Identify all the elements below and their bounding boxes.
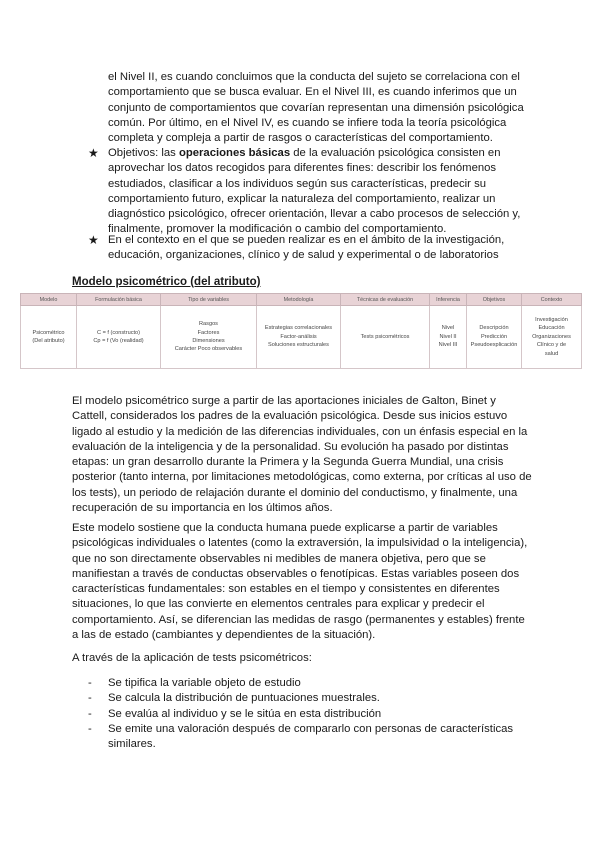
header-cell: Inferencia (430, 294, 467, 306)
dash-bullet-icon: - (88, 722, 92, 735)
header-cell: Objetivos (467, 294, 522, 306)
cell-line: Factores (197, 329, 220, 336)
star-bullet-icon: ★ (88, 146, 99, 160)
list-item-text: Se evalúa al individuo y se le sitúa en esta distribución (108, 707, 382, 720)
paragraph-model-description: Este modelo sostiene que la conducta humana puede explicarse a partir de variables psicológicas individuales o latentes (como la extraversión, la impulsividad o la inteligencia), que no son directamente observables ni medibles de manera objetiva, pero que se manifiestan a través de conductas observables o fenotípicas. Estas variables poseen dos características fundamentales: son estables en el tiempo y consistentes en diferentes situaciones, lo que las convierte en elementos centrales para explicar y predecir el comportamiento. Así, se diferencian las medidas de rasgo (permanentes y estables) frente a las de estado (cambiantes y dependientes de la situación). (72, 522, 528, 642)
section-title: Modelo psicométrico (del atributo) (72, 276, 261, 288)
bullet-suffix: de la evaluación psicológica consisten en aprovechar los datos recogidos para diferentes fines: describir los fenómenos estudiados, clasificar a los individuos según sus características, predecir su comportamiento futuro, explicar la naturaleza del comportamiento, realizar un diagnóstico psicológico, ofrecer orientación, llevar a cabo procesos de selección y, finalmente, promover la modificación o cambio del comportamiento. (108, 147, 521, 236)
cell-line: Cp = f (Vo (realidad) (93, 338, 144, 344)
cell-line: Organizaciones (532, 333, 571, 340)
model-table (20, 293, 582, 369)
list-item (88, 707, 528, 722)
cell-line: Pseudoexplicación (470, 342, 518, 349)
table-cell (522, 306, 582, 369)
list-item (88, 691, 528, 706)
cell-line: Predicción (480, 333, 508, 340)
list-item (88, 722, 528, 753)
header-cell: Formulación básica (77, 294, 161, 306)
cell-line: Soluciones estructurales (268, 342, 329, 349)
table-row (21, 306, 582, 369)
cell-line: Nivel III (438, 342, 458, 349)
bullet-prefix: En el contexto en el que se pueden realizar es en el ámbito de la investigación, educación, organizaciones, clínico y de salud y experimental o de laboratorios (108, 234, 505, 262)
header-cell: Contexto (522, 294, 582, 306)
header-cell: Técnicas de evaluación (341, 294, 430, 306)
cell-line: Carácter Poco observables (174, 346, 243, 353)
table-cell (161, 306, 257, 369)
table-cell (341, 306, 430, 369)
table-cell (77, 306, 161, 369)
cell-line: Clínico y de (536, 342, 567, 349)
bullet-prefix: Objetivos: las (108, 147, 179, 159)
star-bullet-icon: ★ (88, 233, 99, 247)
cell-line: Dimensiones (192, 338, 225, 344)
header-cell: Modelo (21, 294, 77, 306)
cell-line: Investigación (535, 316, 568, 323)
table-cell (257, 306, 341, 369)
table-cell (430, 306, 467, 369)
list-item (88, 676, 528, 691)
cell-line: Rasgos (199, 321, 218, 328)
header-cell: Tipo de variables (161, 294, 257, 306)
cell-line: (Del atributo) (32, 338, 65, 344)
paragraph-origins: El modelo psicométrico surge a partir de las aportaciones iniciales de Galton, Binet y Cattell, considerados los padres de la evaluación psicológica. Desde sus inicios estuvo ligado al estudio y la medición de las diferencias individuales, con un énfasis especial en la evaluación de la inteligencia y de la personalidad. Su evolución ha pasado por distintas etapas: un gran desarrollo durante la Primera y la Segunda Guerra Mundial, una crisis posterior (tanto interna, por limitaciones metodológicas, como externa, por críticas al uso de los tests), un periodo de relajación durante el dominio del conductismo, y finalmente, una recuperación de su importancia en los últimos años. (72, 395, 532, 515)
cell-line: Estrategias correlacionales (264, 325, 333, 332)
list-item-text: Se calcula la distribución de puntuaciones muestrales. (108, 692, 380, 705)
cell-line: Descripción (479, 325, 509, 332)
table-cell (21, 306, 77, 369)
bullet-text (108, 233, 528, 264)
cell-line: Tests psicométricos (360, 333, 410, 340)
cell-line: Psicométrico (32, 329, 65, 336)
list-item-text: Se tipifica la variable objeto de estudio (108, 677, 301, 689)
paragraph-tests-intro: A través de la aplicación de tests psicométricos: (72, 652, 312, 664)
table-header-row (21, 294, 582, 306)
cell-line: Factor-análisis (280, 333, 317, 340)
dash-bullet-icon: - (88, 692, 92, 705)
cell-line: Nivel II (439, 333, 457, 340)
dash-bullet-icon: - (88, 707, 92, 720)
cell-line: Educación (538, 325, 565, 332)
table-cell (467, 306, 522, 369)
bullet-bold-term: operaciones básicas (178, 147, 291, 159)
cell-line: Nivel (441, 325, 455, 332)
cell-line: salud (544, 350, 559, 357)
list-item-text: Se emite una valoración después de compararlo con personas de características similares. (108, 722, 514, 751)
bullet-text (108, 146, 528, 238)
dash-bullet-icon: - (88, 677, 92, 689)
tests-steps-list (88, 676, 528, 752)
header-cell: Metodología (257, 294, 341, 306)
cell-line: C = f (constructo) (96, 329, 141, 336)
intro-continuation-paragraph: el Nivel II, es cuando concluimos que la conducta del sujeto se correlaciona con el comportamiento que se busca evaluar. En el Nivel III, es cuando inferimos que un conjunto de comportamientos que covarían representan una dimensión psicológica común. Por último, en el Nivel IV, es cuando se infiere toda la teoría psicológica completa y compleja a partir de rasgos o características del comportamiento. (108, 71, 524, 145)
